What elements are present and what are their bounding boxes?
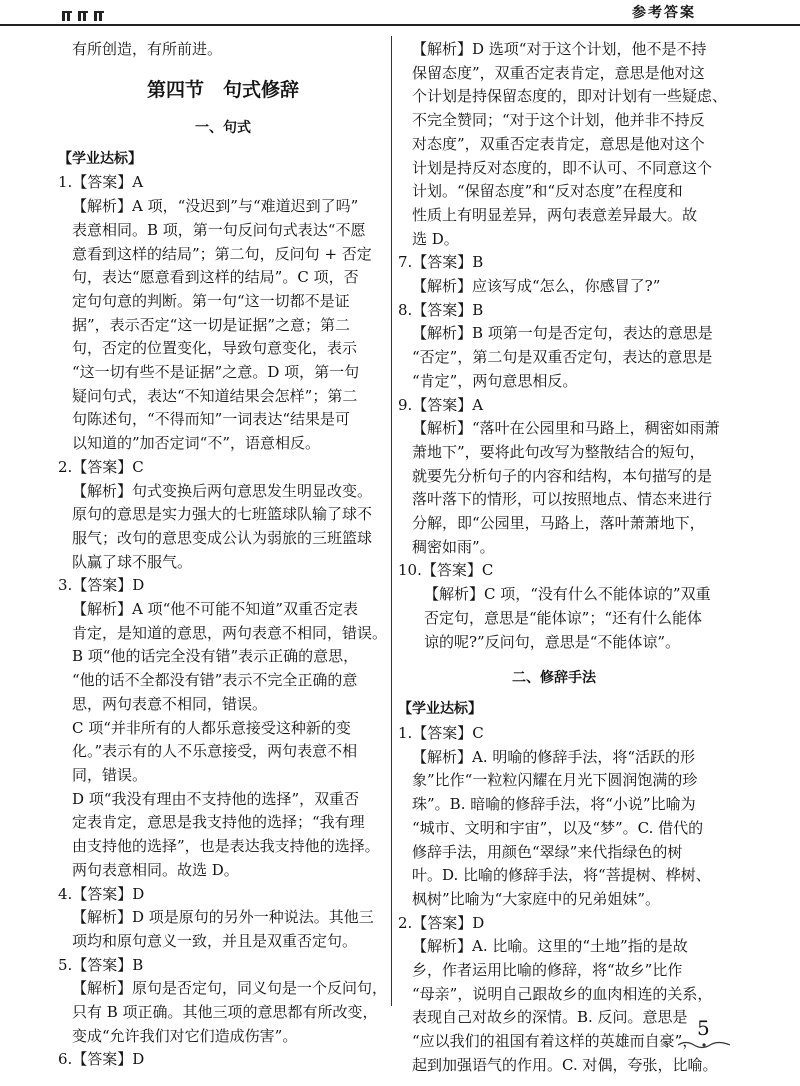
answer-9-head: 9.【答案】A xyxy=(398,395,484,414)
answer-5-head: 5.【答案】B xyxy=(58,955,144,974)
text-line: “应以我们的祖国有着这样的英雄而自豪”， xyxy=(412,1032,698,1051)
text-line: 落叶落下的情形，可以按照地点、情态来进行 xyxy=(412,490,713,509)
text-line: 不完全赞同；“对于这个计划，他并非不持反 xyxy=(412,111,705,130)
text-line: “这一切有些不是证据”之意。D 项，第一句 xyxy=(72,363,360,382)
text-line: 稠密如雨”。 xyxy=(412,537,495,556)
text-line: 句，表达“愿意看到这样的结局”。C 项，否 xyxy=(72,268,359,287)
answer-6-head: 6.【答案】D xyxy=(58,1050,145,1069)
text-line: 计划。“保留态度”和“反对态度”在程度和 xyxy=(412,182,683,201)
text-line: “肯定”，两句意思相反。 xyxy=(412,371,578,390)
rhetoric-answer-1-head: 1.【答案】C xyxy=(398,723,484,742)
text-line: “城市、文明和宇宙”，以及“梦”。C. 借代的 xyxy=(412,818,704,837)
text-line: 【解析】原句是否定句，同义句是一个反问句， xyxy=(72,979,388,998)
text-line: 定表肯定，意思是我支持他的选择；“我有理 xyxy=(72,813,365,832)
text-line: 乡，作者运用比喻的修辞，将“故乡”比作 xyxy=(412,961,683,980)
text-line: D 项“我没有理由不支持他的选择”，双重否 xyxy=(72,789,360,808)
page-ornament-icon xyxy=(676,1040,732,1050)
text-line: 表现自己对故乡的深情。B. 反问。意思是 xyxy=(412,1008,688,1027)
text-line: 【解析】应该写成“怎么，你感冒了?” xyxy=(412,277,661,296)
text-line: “母亲”，说明自己跟故乡的血肉相连的关系， xyxy=(412,984,713,1003)
text-line: 就要先分析句子的内容和结构，本句描写的是 xyxy=(412,466,713,485)
header-title: 参考答案 xyxy=(632,5,696,21)
text-line: 保留态度”，双重否定表肯定，意思是他对这 xyxy=(412,63,705,82)
right-column xyxy=(398,38,728,1078)
text-line: 象”比作“一粒粒闪耀在月光下圆润饱满的珍 xyxy=(412,771,698,790)
text-line: 【解析】“落叶在公园里和马路上，稠密如雨萧 xyxy=(412,419,720,438)
text-line: 疑问句式，表达“不知道结果会怎样”；第二 xyxy=(72,386,358,405)
text-line: C 项“并非所有的人都乐意接受这种新的变 xyxy=(72,718,351,737)
answer-8-head: 8.【答案】B xyxy=(398,300,484,319)
text-line: 起到加强语气的作用。C. 对偶，夸张，比喻。 xyxy=(412,1055,718,1074)
text-line: “否定”，第二句是双重否定句，表达的意思是 xyxy=(412,348,713,367)
text-line: 以知道的”加否定词“不”，语意相反。 xyxy=(72,434,321,453)
text-line: 项均和原句意义一致，并且是双重否定句。 xyxy=(72,931,358,950)
text-line: 修辞手法，用颜色“翠绿”来代指绿色的树 xyxy=(412,842,683,861)
text-line: 【解析】B 项第一句是否定句，表达的意思是 xyxy=(412,324,713,343)
text-line: B 项“他的话完全没有错”表示正确的意思， xyxy=(72,647,359,666)
column-divider xyxy=(391,36,392,1006)
answer-4-head: 4.【答案】D xyxy=(58,884,145,903)
text-line: 【解析】C 项，“没有什么不能体谅的”双重 xyxy=(424,585,711,604)
text-line: 【解析】A. 明喻的修辞手法，将“活跃的形 xyxy=(412,747,696,766)
text-line: 【解析】D 项是原句的另外一种说法。其他三 xyxy=(72,908,374,927)
text-line: 定句句意的判断。第一句“这一切都不是证 xyxy=(72,291,350,310)
text-line: 句，否定的位置变化，导致句意变化，表示 xyxy=(72,339,358,358)
answer-3-head: 3.【答案】D xyxy=(58,576,145,595)
text-line: 【解析】A 项“他不可能不知道”双重否定表 xyxy=(72,600,358,619)
text-line: 【解析】D 选项“对于这个计划，他不是不持 xyxy=(412,40,707,58)
text-line: 【解析】A 项，“没迟到”与“难道迟到了吗” xyxy=(72,197,359,216)
text-line: 由支持他的选择”，也是表达我支持他的选择。 xyxy=(72,837,380,856)
answer-7-head: 7.【答案】B xyxy=(398,253,484,272)
text-line: 【解析】A. 比喻。这里的“土地”指的是故 xyxy=(412,937,688,956)
page-number: 5 xyxy=(697,1016,710,1040)
text-line: 句陈述句，“不得而知”一词表达“结果是可 xyxy=(72,410,351,429)
text-line: 选 D。 xyxy=(412,229,459,248)
text-line: 队赢了球不服气。 xyxy=(72,552,193,571)
text-line: 两句表意相同。故选 D。 xyxy=(72,860,239,879)
text-line: 服气；改句的意思变成公认为弱旅的三班篮球 xyxy=(72,528,373,547)
text-line: 原句的意思是实力强大的七班篮球队输了球不 xyxy=(72,505,373,524)
text-line: 珠”。B. 暗喻的修辞手法，将“小说”比喻为 xyxy=(412,795,696,814)
practice-label: 【学业达标】 xyxy=(58,150,142,167)
answer-1-head: 1.【答案】A xyxy=(58,173,144,192)
text-line: 性质上有明显差异，两句表意差异最大。故 xyxy=(412,205,698,224)
text-line: 表意相同。B 项，第一句反问句式表达“不愿 xyxy=(72,220,366,239)
text-line: 化。”表示有的人不乐意接受，两句表意不相 xyxy=(72,742,358,761)
text-line: 分解，即“公园里，马路上，落叶萧萧地下， xyxy=(412,514,705,533)
page-header xyxy=(0,0,800,30)
header-decoration-icon xyxy=(62,9,122,23)
text-line: 枫树”比喻为“大家庭中的兄弟姐妹”。 xyxy=(412,889,661,908)
text-line: 叶。D. 比喻的修辞手法，将“菩提树、桦树、 xyxy=(412,866,711,885)
text-line: 对态度”，双重否定表肯定，意思是他对这个 xyxy=(412,134,705,153)
rhetoric-answer-2-head: 2.【答案】D xyxy=(398,913,485,932)
practice-label: 【学业达标】 xyxy=(398,701,482,718)
text-line: “他的话不全都没有错”表示不完全正确的意 xyxy=(72,671,358,690)
answer-10-head: 10.【答案】C xyxy=(398,561,494,580)
answer-2-head: 2.【答案】C xyxy=(58,457,144,476)
text-line: 萧地下”，要将此句改写为整散结合的短句， xyxy=(412,442,705,461)
sub-title-sentence: 一、句式 xyxy=(195,119,251,136)
header-rule xyxy=(0,24,800,26)
text-line: 【解析】句式变换后两句意思发生明显改变。 xyxy=(72,481,373,500)
text-line: 计划是持反对态度的，即不认可、不同意这个 xyxy=(412,158,713,177)
text-line: 思，两句表意不相同，错误。 xyxy=(72,694,268,713)
left-column xyxy=(58,38,388,1072)
text-line: 意看到这样的结局”；第二句，反问句 + 否定 xyxy=(72,244,372,263)
sub-title-rhetoric: 二、修辞手法 xyxy=(512,670,596,687)
text-line: 个计划是持保留态度的，即对计划有一些疑虑、 xyxy=(412,87,728,106)
text-line: 只有 B 项正确。其他三项的意思都有所改变， xyxy=(72,1003,378,1022)
text-line: 据”，表示否定“这一切是证据”之意；第二 xyxy=(72,315,351,334)
intro-line: 有所创造，有所前进。 xyxy=(72,40,223,58)
text-line: 否定句，意思是“能体谅”；“还有什么能体 xyxy=(424,608,703,627)
text-line: 肯定，是知道的意思，两句表意不相同，错误。 xyxy=(72,623,388,642)
text-line: 谅的呢?”反问句，意思是“不能体谅”。 xyxy=(424,632,681,651)
text-line: 变成“允许我们对它们造成伤害”。 xyxy=(72,1026,298,1045)
section-title: 第四节 句式修辞 xyxy=(146,78,299,101)
text-line: 同，错误。 xyxy=(72,765,148,784)
